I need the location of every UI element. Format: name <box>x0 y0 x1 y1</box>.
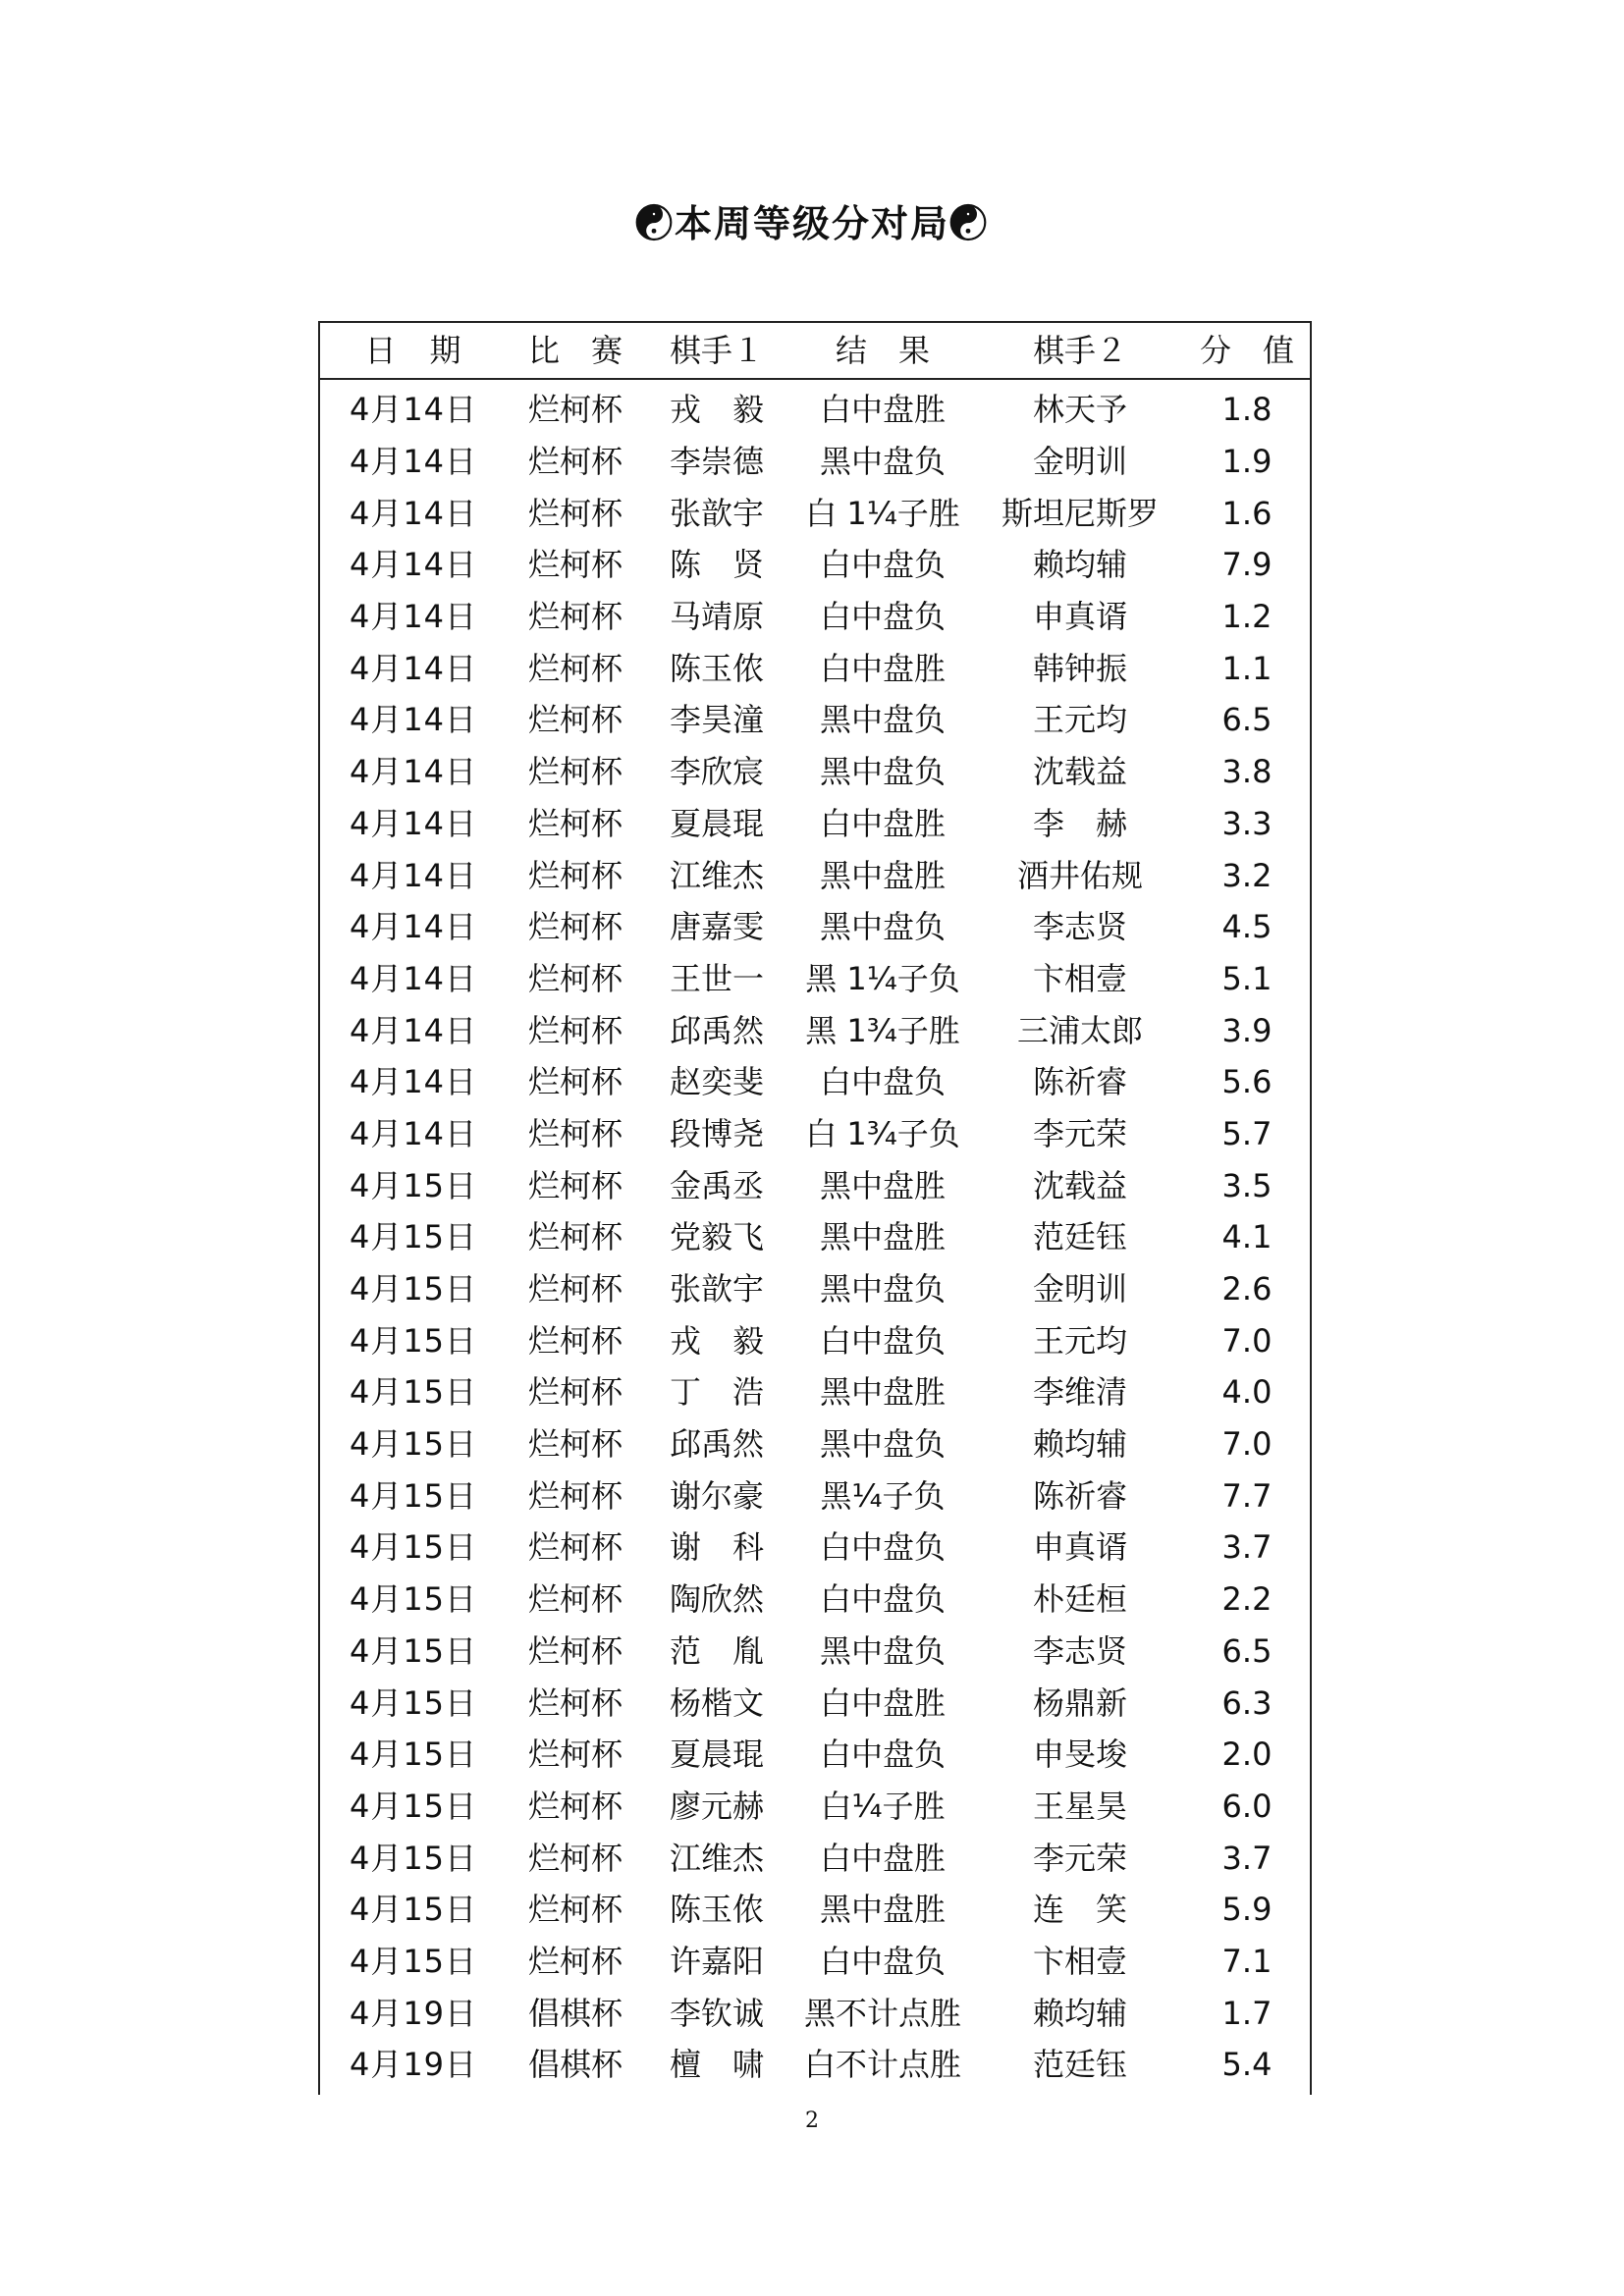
cell-result: 白中盘胜 <box>819 1683 946 1722</box>
cell-date: 4月14日 <box>349 804 478 842</box>
cell-date: 4月15日 <box>349 1942 478 1980</box>
cell-player1: 王世一 <box>669 959 764 997</box>
cell-date: 4月15日 <box>349 1321 478 1360</box>
table-row <box>320 1522 1310 1574</box>
cell-match: 烂柯杯 <box>527 391 623 429</box>
cell-date: 4月15日 <box>349 1476 478 1515</box>
cell-score: 7.1 <box>1221 1942 1272 1980</box>
cell-player1: 邱禹然 <box>669 1425 764 1464</box>
cell-score: 4.1 <box>1221 1218 1272 1256</box>
cell-score: 5.6 <box>1221 1063 1272 1101</box>
cell-match: 烂柯杯 <box>527 908 623 946</box>
table-row <box>320 1418 1310 1470</box>
cell-date: 4月14日 <box>349 753 478 791</box>
cell-date: 4月14日 <box>349 443 478 481</box>
table-row <box>320 1366 1310 1418</box>
table-row <box>320 694 1310 746</box>
cell-player1: 谢 科 <box>669 1528 764 1567</box>
table-row <box>320 1056 1310 1108</box>
cell-match: 烂柯杯 <box>527 1787 623 1825</box>
cell-player2: 王星昊 <box>1032 1787 1127 1825</box>
cell-result: 黑中盘负 <box>819 1425 946 1464</box>
cell-match: 烂柯杯 <box>527 1528 623 1567</box>
table-row <box>320 436 1310 488</box>
cell-match: 烂柯杯 <box>527 1218 623 1256</box>
page-number: 2 <box>805 2109 819 2133</box>
cell-player2: 酒井佑规 <box>1016 856 1143 894</box>
cell-date: 4月15日 <box>349 1631 478 1670</box>
cell-result: 白 1¾子负 <box>805 1114 960 1152</box>
cell-score: 1.9 <box>1221 443 1272 481</box>
cell-score: 7.0 <box>1221 1321 1272 1360</box>
cell-player1: 戎 毅 <box>669 391 764 429</box>
cell-result: 白 1¼子胜 <box>805 494 960 532</box>
cell-date: 4月14日 <box>349 649 478 687</box>
cell-match: 烂柯杯 <box>527 1476 623 1515</box>
table-row <box>320 487 1310 539</box>
cell-match: 倡棋杯 <box>527 1994 623 2032</box>
cell-score: 1.7 <box>1221 1994 1272 2032</box>
cell-score: 2.0 <box>1221 1735 1272 1774</box>
cell-match: 烂柯杯 <box>527 443 623 481</box>
cell-player2: 卞相壹 <box>1032 959 1127 997</box>
cell-score: 2.2 <box>1221 1580 1272 1619</box>
cell-player2: 连 笑 <box>1032 1891 1127 1929</box>
cell-player2: 申真谞 <box>1032 1528 1127 1567</box>
cell-player1: 李钦诚 <box>669 1994 764 2032</box>
cell-player1: 陈玉侬 <box>669 1891 764 1929</box>
cell-player2: 沈载益 <box>1032 1166 1127 1204</box>
cell-result: 白中盘负 <box>819 1528 946 1567</box>
cell-player1: 李欣宸 <box>669 753 764 791</box>
cell-result: 黑 1¾子胜 <box>805 1011 960 1049</box>
cell-score: 7.9 <box>1221 546 1272 584</box>
cell-score: 3.9 <box>1221 1011 1272 1049</box>
cell-date: 4月15日 <box>349 1787 478 1825</box>
cell-player2: 李维清 <box>1032 1373 1127 1412</box>
cell-score: 3.3 <box>1221 804 1272 842</box>
cell-match: 烂柯杯 <box>527 1321 623 1360</box>
header-player1: 棋手１ <box>669 332 764 369</box>
cell-player2: 沈载益 <box>1032 753 1127 791</box>
cell-match: 烂柯杯 <box>527 1631 623 1670</box>
cell-score: 7.7 <box>1221 1476 1272 1515</box>
cell-date: 4月15日 <box>349 1425 478 1464</box>
cell-result: 黑中盘负 <box>819 753 946 791</box>
cell-score: 7.0 <box>1221 1425 1272 1464</box>
cell-player1: 檀 啸 <box>669 2046 764 2084</box>
cell-result: 白中盘胜 <box>819 649 946 687</box>
table-row <box>320 642 1310 694</box>
cell-date: 4月15日 <box>349 1683 478 1722</box>
cell-player1: 夏晨琨 <box>669 1735 764 1774</box>
cell-player1: 谢尔豪 <box>669 1476 764 1515</box>
cell-match: 烂柯杯 <box>527 649 623 687</box>
cell-date: 4月14日 <box>349 856 478 894</box>
cell-date: 4月15日 <box>349 1891 478 1929</box>
table-row <box>320 1832 1310 1884</box>
cell-score: 5.7 <box>1221 1114 1272 1152</box>
cell-result: 黑中盘负 <box>819 908 946 946</box>
cell-player2: 陈祈睿 <box>1032 1476 1127 1515</box>
cell-date: 4月15日 <box>349 1839 478 1877</box>
cell-player1: 廖元赫 <box>669 1787 764 1825</box>
cell-player1: 马靖原 <box>669 598 764 636</box>
cell-player2: 李志贤 <box>1032 1631 1127 1670</box>
cell-date: 4月14日 <box>349 598 478 636</box>
cell-date: 4月14日 <box>349 701 478 739</box>
cell-result: 白中盘负 <box>819 546 946 584</box>
cell-date: 4月14日 <box>349 1063 478 1101</box>
table-row <box>320 1469 1310 1522</box>
cell-date: 4月14日 <box>349 391 478 429</box>
cell-date: 4月15日 <box>349 1270 478 1308</box>
cell-result: 白中盘负 <box>819 1580 946 1619</box>
table-row <box>320 1729 1310 1781</box>
cell-player1: 唐嘉雯 <box>669 908 764 946</box>
cell-player1: 李崇德 <box>669 443 764 481</box>
cell-score: 4.0 <box>1221 1373 1272 1412</box>
cell-match: 烂柯杯 <box>527 1114 623 1152</box>
cell-score: 3.5 <box>1221 1166 1272 1204</box>
cell-player1: 陈 贤 <box>669 546 764 584</box>
cell-match: 烂柯杯 <box>527 1735 623 1774</box>
cell-date: 4月15日 <box>349 1735 478 1774</box>
cell-date: 4月15日 <box>349 1528 478 1567</box>
cell-date: 4月19日 <box>349 1994 478 2032</box>
cell-player1: 张歆宇 <box>669 494 764 532</box>
cell-result: 黑中盘胜 <box>819 856 946 894</box>
cell-player1: 许嘉阳 <box>669 1942 764 1980</box>
cell-player2: 斯坦尼斯罗 <box>1001 494 1159 532</box>
table-row <box>320 1781 1310 1833</box>
cell-score: 1.2 <box>1221 598 1272 636</box>
header-player2: 棋手２ <box>1032 332 1127 369</box>
cell-player2: 申真谞 <box>1032 598 1127 636</box>
cell-date: 4月15日 <box>349 1580 478 1619</box>
cell-player1: 赵奕斐 <box>669 1063 764 1101</box>
cell-player2: 卞相壹 <box>1032 1942 1127 1980</box>
cell-match: 烂柯杯 <box>527 1063 623 1101</box>
table-row <box>320 1211 1310 1263</box>
cell-player1: 丁 浩 <box>669 1373 764 1412</box>
table-body <box>320 380 1310 2095</box>
table-row <box>320 2039 1310 2091</box>
cell-player1: 李昊潼 <box>669 701 764 739</box>
header-date: 日 期 <box>364 332 462 369</box>
cell-match: 烂柯杯 <box>527 1839 623 1877</box>
table-row <box>320 1884 1310 1936</box>
cell-player2: 李元荣 <box>1032 1839 1127 1877</box>
cell-score: 5.4 <box>1221 2046 1272 2084</box>
cell-result: 白中盘胜 <box>819 1839 946 1877</box>
cell-match: 烂柯杯 <box>527 1270 623 1308</box>
cell-player2: 范廷钰 <box>1032 2046 1127 2084</box>
cell-score: 5.9 <box>1221 1891 1272 1929</box>
cell-date: 4月15日 <box>349 1373 478 1412</box>
cell-score: 2.6 <box>1221 1270 1272 1308</box>
cell-result: 白中盘负 <box>819 1063 946 1101</box>
cell-score: 6.3 <box>1221 1683 1272 1722</box>
cell-date: 4月14日 <box>349 908 478 946</box>
cell-date: 4月14日 <box>349 494 478 532</box>
cell-match: 倡棋杯 <box>527 2046 623 2084</box>
cell-result: 白¼子胜 <box>820 1787 946 1825</box>
cell-player2: 王元均 <box>1032 1321 1127 1360</box>
table-row <box>320 1574 1310 1626</box>
cell-player2: 金明训 <box>1032 443 1127 481</box>
cell-result: 黑 1¼子负 <box>805 959 960 997</box>
header-result: 结 果 <box>835 332 930 369</box>
cell-score: 3.8 <box>1221 753 1272 791</box>
cell-player2: 朴廷桓 <box>1032 1580 1127 1619</box>
cell-player1: 戎 毅 <box>669 1321 764 1360</box>
table-row <box>320 1263 1310 1315</box>
cell-player1: 江维杰 <box>669 1839 764 1877</box>
cell-match: 烂柯杯 <box>527 1011 623 1049</box>
cell-match: 烂柯杯 <box>527 701 623 739</box>
table-row <box>320 1004 1310 1056</box>
cell-result: 黑¼子负 <box>820 1476 946 1515</box>
cell-score: 3.2 <box>1221 856 1272 894</box>
cell-player2: 赖均辅 <box>1032 546 1127 584</box>
cell-date: 4月19日 <box>349 2046 478 2084</box>
table-row <box>320 1159 1310 1211</box>
cell-score: 1.6 <box>1221 494 1272 532</box>
cell-player1: 杨楷文 <box>669 1683 764 1722</box>
cell-player2: 陈祈睿 <box>1032 1063 1127 1101</box>
cell-score: 6.5 <box>1221 1631 1272 1670</box>
cell-result: 白中盘负 <box>819 598 946 636</box>
cell-result: 黑中盘负 <box>819 443 946 481</box>
cell-player1: 陈玉侬 <box>669 649 764 687</box>
cell-match: 烂柯杯 <box>527 598 623 636</box>
header-match: 比 赛 <box>527 332 623 369</box>
cell-player2: 三浦太郎 <box>1016 1011 1143 1049</box>
cell-match: 烂柯杯 <box>527 1425 623 1464</box>
table-row <box>320 1108 1310 1160</box>
table-row <box>320 591 1310 643</box>
table-row <box>320 953 1310 1005</box>
cell-player2: 李 赫 <box>1032 804 1127 842</box>
cell-date: 4月15日 <box>349 1218 478 1256</box>
cell-player2: 韩钟振 <box>1032 649 1127 687</box>
cell-result: 黑不计点胜 <box>803 1994 961 2032</box>
cell-match: 烂柯杯 <box>527 1683 623 1722</box>
cell-match: 烂柯杯 <box>527 1373 623 1412</box>
cell-player1: 党毅飞 <box>669 1218 764 1256</box>
cell-score: 6.0 <box>1221 1787 1272 1825</box>
cell-player2: 李元荣 <box>1032 1114 1127 1152</box>
cell-date: 4月14日 <box>349 1011 478 1049</box>
cell-player1: 江维杰 <box>669 856 764 894</box>
cell-result: 白中盘负 <box>819 1321 946 1360</box>
table-row <box>320 901 1310 953</box>
cell-score: 6.5 <box>1221 701 1272 739</box>
page-title: ☯本周等级分对局☯ <box>634 201 989 245</box>
cell-player1: 邱禹然 <box>669 1011 764 1049</box>
cell-result: 白中盘胜 <box>819 804 946 842</box>
cell-player2: 李志贤 <box>1032 908 1127 946</box>
cell-date: 4月14日 <box>349 959 478 997</box>
cell-match: 烂柯杯 <box>527 494 623 532</box>
cell-player2: 申旻埈 <box>1032 1735 1127 1774</box>
cell-result: 黑中盘负 <box>819 1270 946 1308</box>
cell-player1: 金禹丞 <box>669 1166 764 1204</box>
games-table <box>318 321 1312 2095</box>
table-row <box>320 1314 1310 1366</box>
cell-date: 4月14日 <box>349 1114 478 1152</box>
cell-player2: 林天予 <box>1032 391 1127 429</box>
cell-result: 白不计点胜 <box>803 2046 961 2084</box>
cell-match: 烂柯杯 <box>527 753 623 791</box>
table-row <box>320 849 1310 901</box>
cell-date: 4月15日 <box>349 1166 478 1204</box>
cell-result: 黑中盘胜 <box>819 1218 946 1256</box>
cell-match: 烂柯杯 <box>527 1580 623 1619</box>
table-row <box>320 1936 1310 1988</box>
cell-score: 3.7 <box>1221 1528 1272 1567</box>
cell-match: 烂柯杯 <box>527 1166 623 1204</box>
table-row <box>320 798 1310 850</box>
cell-match: 烂柯杯 <box>527 804 623 842</box>
cell-player1: 段博尧 <box>669 1114 764 1152</box>
cell-result: 白中盘负 <box>819 1942 946 1980</box>
cell-result: 黑中盘胜 <box>819 1373 946 1412</box>
table-header-row <box>320 323 1310 380</box>
cell-player2: 范廷钰 <box>1032 1218 1127 1256</box>
cell-score: 1.1 <box>1221 649 1272 687</box>
cell-player1: 陶欣然 <box>669 1580 764 1619</box>
header-score: 分 值 <box>1199 332 1294 369</box>
cell-score: 4.5 <box>1221 908 1272 946</box>
cell-result: 黑中盘负 <box>819 1631 946 1670</box>
games-table-box <box>318 321 1312 2095</box>
cell-player1: 范 胤 <box>669 1631 764 1670</box>
cell-result: 黑中盘胜 <box>819 1166 946 1204</box>
cell-player2: 赖均辅 <box>1032 1994 1127 2032</box>
cell-match: 烂柯杯 <box>527 1942 623 1980</box>
cell-player2: 王元均 <box>1032 701 1127 739</box>
cell-result: 黑中盘胜 <box>819 1891 946 1929</box>
cell-match: 烂柯杯 <box>527 959 623 997</box>
cell-match: 烂柯杯 <box>527 1891 623 1929</box>
cell-player1: 夏晨琨 <box>669 804 764 842</box>
table-row <box>320 1626 1310 1678</box>
cell-result: 白中盘负 <box>819 1735 946 1774</box>
cell-player1: 张歆宇 <box>669 1270 764 1308</box>
cell-score: 3.7 <box>1221 1839 1272 1877</box>
cell-player2: 金明训 <box>1032 1270 1127 1308</box>
cell-result: 黑中盘负 <box>819 701 946 739</box>
cell-player2: 杨鼎新 <box>1032 1683 1127 1722</box>
table-row <box>320 539 1310 591</box>
table-row <box>320 1677 1310 1729</box>
cell-score: 1.8 <box>1221 391 1272 429</box>
cell-score: 5.1 <box>1221 959 1272 997</box>
cell-match: 烂柯杯 <box>527 856 623 894</box>
cell-player2: 赖均辅 <box>1032 1425 1127 1464</box>
cell-date: 4月14日 <box>349 546 478 584</box>
cell-match: 烂柯杯 <box>527 546 623 584</box>
table-row <box>320 384 1310 436</box>
cell-result: 白中盘胜 <box>819 391 946 429</box>
table-row <box>320 1987 1310 2039</box>
table-row <box>320 746 1310 798</box>
